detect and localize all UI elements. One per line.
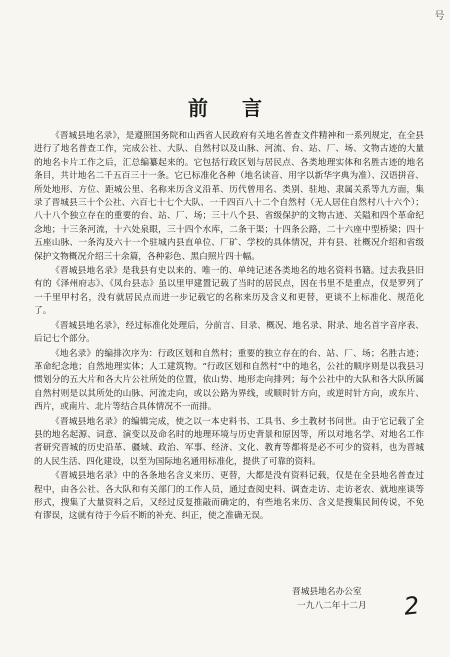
paragraph-ordering: 《地名录》的编排次序为：行政区划和自然村；重要的独立存在的台、站、厂、场；名胜古迹；革命纪念地；自然地理实体；人工建筑物。“行政区划和自然村”中的地名，公社的顺序则是以我县习惯划分的五大片和各大片公社所处的位置，依山势、地形走向排列；每个公社中的大队和各大队所属自然村则是以其所处的山脉、河流走向，或以公路为界线，或顺时针方向，或逆时针方向，或东片、西片，或南片、北片等结合具体情况不一而排。 <box>34 348 424 413</box>
paragraph-purpose: 《晋城县地名录》的编辑完成，使之以一本史料书、工具书、乡土教材书问世。由于它记载了全县的地名起源、词意、演变以及命名时的地理环境与历史背景和原因等，所以对地名学、对地名工作者研究晋城的历史沿革、疆域、政治、军事、经济、文化、教育等都将是必不可少的资料，也为晋城的人民生活、四化建设，以至为国际地名通用标准化，提供了可靠的资料。 <box>34 416 424 467</box>
paragraph-history: 《晋城县地名录》是我县有史以来的、唯一的、单纯记述各类地名的地名资料书籍。过去我县旧有的《泽州府志》、《凤台县志》虽以里甲建置记载了当时的居民点，因在书里不是重点，仅是罗列了一千里甲村名，没有就居民点而进一步记载它的名称来历及含义和更替，更谈不上标准化、规范化了。 <box>34 266 424 317</box>
paragraph-structure: 《晋城县地名录》，经过标准化处理后，分前言、目录、概况、地名录、附录、地名首字音序表、后记七个部分。 <box>34 320 424 345</box>
paragraph-intro: 《晋城县地名录》，是遵照国务院和山西省人民政府有关地名普查文件精神和一系列规定，在全县进行了地名普查工作，完成公社、大队、自然村以及山脉、河流、台、站、厂、场、文物古迹的大量的地名卡片工作之后，汇总编纂起来的。它包括行政区划与居民点、各类地理实体和名胜古迹的地名条目，共计地名二千五百三十一条。它已标准化各种（地名读音、用字以新华字典为准）、汉语拼音、所处地形、方位、距城公里、名称来历含义沿革、历代曾用名、类别、驻地、隶属关系等九方面，集录了晋城县三十个公社、六百七十七个大队、一千四百八十二个自然村（无人居住自然村八十六个）；八十八个独立存在的重要的台、站、厂、场；三十八个县、省级保护的文物古迹、关隘和四个革命纪念地；十三条河流，十六处泉眼，三十四个水库，二条干渠；十四条公路，二十六座中型桥梁；四十五座山脉、一条沟及六十一个驻城内县直单位、厂矿、学校的具体情况，并有县、社概况介绍和省级保护文物概况介绍三十余篇，各种彩色、黑白照片四十幅。 <box>34 131 424 262</box>
page-number: 2 <box>402 591 421 621</box>
signature-org: 晋城县地名办公室 <box>292 587 362 597</box>
signature-date: 一九八二年十二月 <box>297 601 367 611</box>
signature-block <box>292 585 367 613</box>
page-title: 前言 <box>188 96 296 120</box>
body-text <box>34 130 424 525</box>
edge-mark: 号 <box>432 10 443 20</box>
paragraph-sources: 《晋城县地名录》中的各条地名含义来历、更替，大都是没有资料记载，仅是在全县地名普查过程中，由各公社、各大队和有关部门的工作人员，通过查阅史料、调查走访、走访老农、就地座谈等形式，搜集了大量资料之后，又经过反复推敲而确定的，有些地名来历、含义是搜集民间传说，不免有谬误，这就有待于今后不断的补充、纠正，使之准确无误。 <box>34 471 424 522</box>
